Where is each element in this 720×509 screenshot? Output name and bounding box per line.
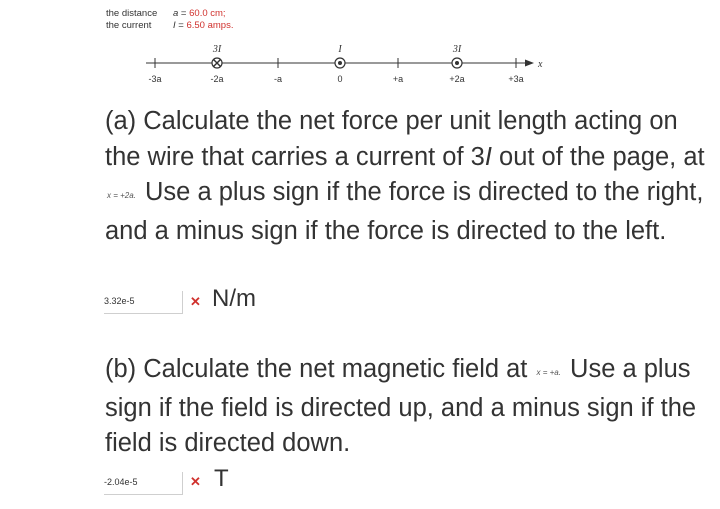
- answer-a-input[interactable]: [104, 291, 180, 311]
- current-var: I: [173, 20, 176, 31]
- question-b-text: Use a plus sign if the field is directed up, and a minus sign if the field is directed down.: [105, 355, 697, 457]
- current-eq: =: [175, 20, 187, 31]
- unit-label-b: T: [214, 465, 229, 492]
- distance-value: 60.0 cm;: [189, 8, 226, 19]
- wire-out-of-page-icon: [335, 44, 345, 68]
- question-b-text: (b) Calculate the net magnetic field at: [105, 355, 535, 383]
- question-a-text: (a) Calculate the net force per unit length acting on the wire that carries a current of 3: [105, 107, 678, 171]
- axis-arrow-icon: [525, 60, 534, 67]
- question-b: [105, 352, 705, 462]
- answer-b-input[interactable]: [104, 472, 180, 492]
- tick-label: +a: [392, 74, 404, 84]
- wire-out-of-page-icon: [452, 44, 462, 68]
- question-a-text: out of the page, at: [491, 142, 705, 171]
- wire-label: I: [338, 44, 342, 55]
- axis-x-label: x: [538, 59, 543, 70]
- distance-label: the distance: [106, 8, 158, 19]
- tick-label: 0: [337, 74, 343, 84]
- tick-label: -a: [273, 74, 283, 84]
- question-a: [105, 104, 705, 249]
- position-reference: x = +2a.: [107, 191, 136, 200]
- position-reference: x = +a.: [536, 368, 561, 377]
- wire-axis-diagram: [0, 0, 720, 90]
- current-symbol: I: [484, 142, 492, 171]
- incorrect-icon: ✕: [190, 474, 201, 489]
- current-value: 6.50 amps.: [186, 20, 234, 31]
- distance-eq: =: [178, 8, 190, 19]
- wire-label: 3I: [212, 44, 222, 55]
- unit-label-a: N/m: [212, 285, 256, 312]
- distance-var: a: [173, 8, 179, 19]
- tick-label: -2a: [210, 74, 224, 84]
- question-a-text: Use a plus sign if the force is directed to the right, and a minus sign if the force is directed to the left.: [105, 178, 704, 245]
- tick-label: +2a: [449, 74, 465, 84]
- current-label: the current: [106, 20, 152, 31]
- answer-a-field-container: [104, 291, 183, 314]
- incorrect-icon: ✕: [190, 294, 201, 309]
- wire-label: 3I: [452, 44, 462, 55]
- wire-into-page-icon: [212, 44, 222, 68]
- axis-tick-labels: [148, 74, 523, 84]
- tick-label: -3a: [148, 74, 162, 84]
- tick-label: +3a: [508, 74, 524, 84]
- answer-b-field-container: [104, 472, 183, 495]
